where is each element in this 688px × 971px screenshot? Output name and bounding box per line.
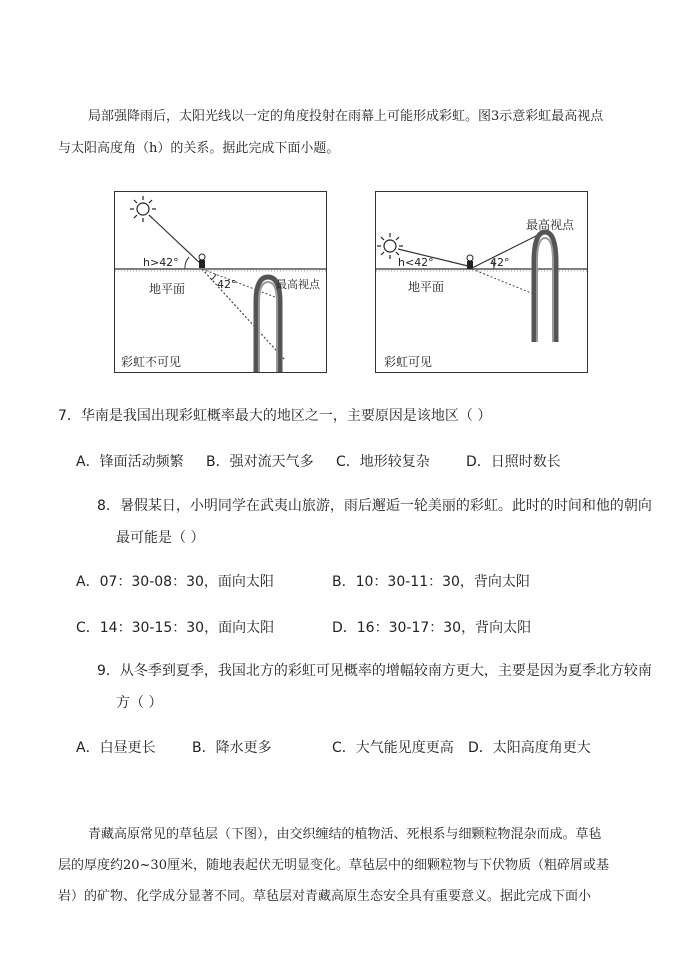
q7-option-b[interactable]: B．强对流天气多 (206, 454, 314, 470)
q8-option-c[interactable]: C．14：30-15：30，面向太阳 (76, 620, 275, 636)
q7-option-c[interactable]: C．地形较复杂 (336, 454, 430, 470)
ground-label: 地平面 (149, 282, 186, 296)
q9-stem-line2: 方（ ） (116, 695, 163, 711)
highest-point-label: 最高视点 (276, 278, 320, 291)
person-icon (199, 254, 205, 268)
intro1-line1: 局部强降雨后，太阳光线以一定的角度投射在雨幕上可能形成彩虹。图3示意彩虹最高视点 (88, 109, 604, 124)
intro2-line2: 层的厚度约20~30厘米，随地表起伏无明显变化。草毡层中的细颗粒物与下伏物质（粗碎屑或基 (58, 858, 609, 873)
angle-label-h-gt: h>42° (143, 256, 179, 269)
q9-option-a[interactable]: A．白昼更长 (76, 740, 156, 756)
q8-option-a[interactable]: A．07：30-08：30，面向太阳 (76, 574, 274, 590)
figure-caption: 彩虹可见 (384, 355, 433, 369)
q8-option-b[interactable]: B．10：30-11：30，背向太阳 (332, 574, 530, 590)
angle-label-h-lt: h<42° (398, 256, 434, 269)
person-icon (467, 255, 473, 269)
q9-stem-line1: 9．从冬季到夏季，我国北方的彩虹可见概率的增幅较南方更大，主要是因为夏季北方较南 (97, 663, 652, 679)
q9-option-c[interactable]: C．大气能见度更高 (332, 740, 454, 756)
intro1-line2: 与太阳高度角（h）的关系。据此完成下面小题。 (58, 141, 340, 156)
ground-label: 地平面 (408, 280, 445, 294)
figure-rainbow-invisible (114, 191, 327, 373)
q7-stem: 7．华南是我国出现彩虹概率最大的地区之一，主要原因是该地区（ ） (58, 408, 492, 424)
intro2-line3: 岩）的矿物、化学成分显著不同。草毡层对青藏高原生态安全具有重要意义。据此完成下面小 (58, 889, 592, 904)
q8-option-d[interactable]: D．16：30-17：30，背向太阳 (332, 620, 532, 636)
figure-rainbow-visible (375, 191, 588, 373)
q7-option-a[interactable]: A．锋面活动频繁 (76, 454, 184, 470)
q9-option-b[interactable]: B．降水更多 (192, 740, 272, 756)
intro2-line1: 青藏高原常见的草毡层（下图），由交织缠结的植物活、死根系与细颗粒物混杂而成。草毡 (88, 827, 602, 842)
highest-point-label: 最高视点 (526, 218, 575, 232)
angle-42-label: 42° (217, 278, 237, 291)
q8-stem-line1: 8．暑假某日，小明同学在武夷山旅游，雨后邂逅一轮美丽的彩虹。此时的时间和他的朝向 (97, 498, 652, 514)
figure-caption: 彩虹不可见 (121, 355, 182, 369)
q8-stem-line2: 最可能是（ ） (116, 530, 205, 546)
q7-option-d[interactable]: D．日照时数长 (466, 454, 561, 470)
angle-42-label: 42° (490, 256, 510, 269)
q9-option-d[interactable]: D．太阳高度角更大 (468, 740, 591, 756)
